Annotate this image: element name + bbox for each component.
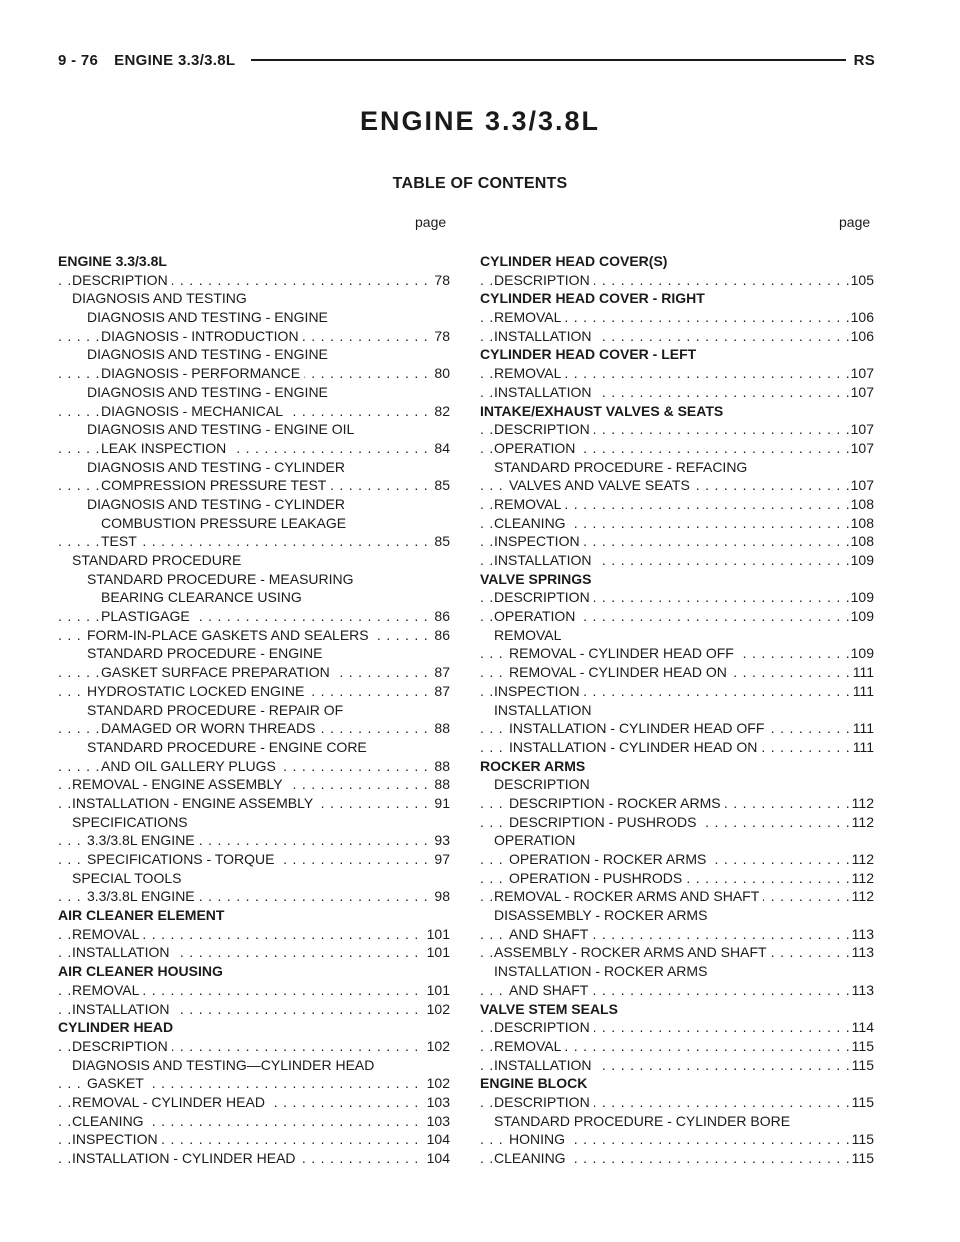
toc-entry-text: CYLINDER HEAD COVER - LEFT — [480, 346, 700, 362]
toc-entry-text: DESCRIPTION - PUSHRODS — [509, 814, 700, 830]
toc-entry-text: REMOVAL — [72, 982, 143, 998]
toc-entry-text: DIAGNOSIS - MECHANICAL — [101, 403, 287, 419]
toc-entry-page: 109 — [850, 589, 874, 606]
toc-entry-text: GASKET SURFACE PREPARATION — [101, 664, 334, 680]
toc-entry-text: REMOVAL - CYLINDER HEAD — [72, 1094, 269, 1110]
toc-entry-text: DIAGNOSIS AND TESTING - ENGINE — [87, 346, 332, 362]
toc-entry-page: 106 — [850, 327, 874, 344]
toc-entry-page: 113 — [851, 981, 874, 998]
toc-entry — [480, 701, 874, 720]
toc-entry-text: INSTALLATION — [494, 384, 596, 400]
toc-entry-text: OPERATION — [494, 440, 579, 456]
toc-entry — [58, 514, 450, 533]
toc-entry-text: DAMAGED OR WORN THREADS — [101, 720, 319, 736]
toc-entry — [58, 1093, 450, 1112]
toc-entry-text: DIAGNOSIS - INTRODUCTION — [101, 328, 303, 344]
toc-entry — [480, 402, 874, 421]
toc-entry-page: 107 — [850, 477, 874, 494]
toc-entry-text: CYLINDER HEAD COVER - RIGHT — [480, 290, 709, 306]
toc-entry-text: OPERATION - PUSHRODS — [509, 870, 686, 886]
toc-entry — [58, 887, 450, 906]
toc-entry — [480, 943, 874, 962]
toc-entry-page: 115 — [851, 1093, 874, 1110]
toc-entry — [58, 402, 450, 421]
toc-entry — [480, 850, 874, 869]
toc-entry — [58, 813, 450, 832]
toc-entry — [480, 588, 874, 607]
toc-entry — [480, 514, 874, 533]
toc-entry-text: DIAGNOSIS AND TESTING—CYLINDER HEAD — [72, 1057, 378, 1073]
toc-entry — [58, 701, 450, 720]
toc-entry-text: HYDROSTATIC LOCKED ENGINE — [87, 683, 308, 699]
toc-entry — [58, 850, 450, 869]
toc-entry — [480, 458, 874, 477]
toc-entry — [480, 345, 874, 364]
toc-entry-page: 105 — [850, 271, 874, 288]
toc-entry — [58, 420, 450, 439]
toc-entry-text: DIAGNOSIS AND TESTING - CYLINDER — [87, 496, 349, 512]
header-title: ENGINE 3.3/3.8L — [114, 51, 236, 69]
toc-entry-text: DIAGNOSIS AND TESTING - ENGINE OIL — [87, 421, 358, 437]
toc-entry — [58, 906, 450, 925]
toc-entry-text: ROCKER ARMS — [480, 758, 589, 774]
toc-entry — [58, 831, 450, 850]
toc-entry-page: 109 — [850, 645, 874, 662]
toc-entry — [480, 1149, 874, 1168]
toc-entry-text: REMOVAL — [494, 309, 565, 325]
toc-entry — [480, 420, 874, 439]
toc-entry-text: DESCRIPTION — [494, 1094, 594, 1110]
toc-entry-text: INSPECTION — [72, 1131, 162, 1147]
toc-entry-text: 3.3/3.8L ENGINE — [87, 832, 199, 848]
toc-entry-page: 113 — [851, 944, 874, 961]
toc-entry-text: DIAGNOSIS AND TESTING - CYLINDER — [87, 459, 349, 475]
toc-entry — [58, 458, 450, 477]
toc-entry — [480, 813, 874, 832]
toc-entry — [58, 869, 450, 888]
toc-entry-text: INSPECTION — [494, 683, 584, 699]
toc-entry-page: 85 — [434, 533, 450, 550]
toc-entry-text: INSPECTION — [494, 533, 584, 549]
toc-entry — [480, 794, 874, 813]
toc-entry-text: CLEANING — [494, 1150, 570, 1166]
toc-entry-text: AND OIL GALLERY PLUGS — [101, 758, 280, 774]
toc-entry-page: 107 — [850, 365, 874, 382]
toc-entry — [480, 383, 874, 402]
toc-entry-page: 112 — [851, 851, 874, 867]
left-page-label: page — [415, 214, 447, 230]
toc-entry-page: 86 — [434, 626, 450, 643]
toc-entry — [58, 738, 450, 757]
toc-entry-text: DESCRIPTION — [72, 1038, 172, 1054]
toc-entry-page: 114 — [851, 1019, 874, 1036]
toc-entry — [58, 1037, 450, 1056]
toc-entry-text: INSTALLATION — [72, 944, 174, 960]
toc-entry-text: INSTALLATION - ROCKER ARMS — [494, 963, 711, 979]
toc-entry-text: REMOVAL - CYLINDER HEAD OFF — [509, 645, 738, 661]
toc-entry — [480, 831, 874, 850]
toc-entry-text: AND SHAFT — [509, 982, 592, 998]
toc-entry — [58, 476, 450, 495]
toc-entry-page: 111 — [852, 738, 874, 755]
toc-entry — [480, 663, 874, 682]
toc-entry-text: AIR CLEANER HOUSING — [58, 963, 227, 979]
toc-entry-text: REMOVAL — [494, 627, 565, 643]
toc-entry — [480, 364, 874, 383]
toc-entry — [480, 252, 874, 271]
toc-entry-page: 112 — [851, 869, 874, 886]
toc-entry — [480, 719, 874, 738]
toc-entry-page: 87 — [434, 664, 450, 681]
right-page-label: page — [839, 214, 871, 230]
toc-entry-page: 98 — [434, 888, 450, 905]
toc-entry — [58, 1112, 450, 1131]
toc-entry-text: REMOVAL - ROCKER ARMS AND SHAFT — [494, 888, 763, 904]
toc-entry-text: STANDARD PROCEDURE — [72, 552, 245, 568]
toc-entry-page: 107 — [850, 383, 874, 400]
toc-entry-page: 88 — [434, 720, 450, 737]
toc-entry — [480, 1037, 874, 1056]
toc-entry-page: 97 — [434, 851, 450, 867]
toc-entry-text: INSTALLATION - CYLINDER HEAD — [72, 1150, 300, 1166]
toc-entry-text: INSTALLATION - ENGINE ASSEMBLY — [72, 795, 317, 811]
toc-entry — [480, 1093, 874, 1112]
toc-left-column — [58, 252, 450, 1168]
toc-entry — [480, 551, 874, 570]
toc-entry-text: DIAGNOSIS AND TESTING — [72, 290, 251, 306]
toc-entry-text: TEST — [101, 533, 141, 549]
toc-entry — [480, 906, 874, 925]
toc-entry — [58, 588, 450, 607]
toc-entry — [58, 607, 450, 626]
toc-entry — [480, 289, 874, 308]
toc-entry — [58, 663, 450, 682]
toc-entry-text: AND SHAFT — [509, 926, 592, 942]
toc-entry-text: INSTALLATION - CYLINDER HEAD ON — [509, 739, 761, 755]
toc-entry — [58, 383, 450, 402]
toc-entry — [58, 757, 450, 776]
toc-entry — [480, 644, 874, 663]
toc-entry-text: INSTALLATION — [494, 328, 596, 344]
toc-entry-text: STANDARD PROCEDURE - ENGINE CORE — [87, 739, 371, 755]
toc-entry — [480, 1130, 874, 1149]
toc-entry-page: 93 — [434, 832, 450, 849]
toc-entry-text: DESCRIPTION — [72, 272, 172, 288]
toc-entry — [58, 962, 450, 981]
toc-heading: TABLE OF CONTENTS — [392, 175, 568, 192]
toc-entry — [58, 682, 450, 701]
toc-entry — [58, 551, 450, 570]
toc-entry — [58, 345, 450, 364]
toc-entry-text: COMBUSTION PRESSURE LEAKAGE — [101, 515, 350, 531]
toc-entry-page: 111 — [852, 720, 874, 737]
toc-entry-text: DISASSEMBLY - ROCKER ARMS — [494, 907, 711, 923]
toc-entry-text: OPERATION — [494, 608, 579, 624]
toc-entry-page: 84 — [434, 439, 450, 456]
toc-entry — [480, 1112, 874, 1131]
toc-entry — [58, 794, 450, 813]
toc-entry-text: VALVE STEM SEALS — [480, 1001, 622, 1017]
toc-entry — [480, 476, 874, 495]
toc-entry-text: DESCRIPTION — [494, 1019, 594, 1035]
toc-entry-text: REMOVAL - CYLINDER HEAD ON — [509, 664, 731, 680]
toc-entry — [58, 271, 450, 290]
toc-entry-page: 108 — [850, 495, 874, 512]
toc-entry-page: 87 — [434, 682, 450, 699]
toc-entry-text: PLASTIGAGE — [101, 608, 194, 624]
toc-entry-text: FORM-IN-PLACE GASKETS AND SEALERS — [87, 627, 373, 643]
toc-entry — [58, 1056, 450, 1075]
toc-entry — [480, 308, 874, 327]
header-code: RS — [853, 51, 875, 69]
toc-entry-page: 115 — [851, 1037, 874, 1054]
toc-entry-text: STANDARD PROCEDURE - CYLINDER BORE — [494, 1113, 794, 1129]
toc-entry-text: DESCRIPTION - ROCKER ARMS — [509, 795, 725, 811]
toc-entry — [480, 738, 874, 757]
toc-entry — [480, 1056, 874, 1075]
toc-entry-page: 108 — [850, 514, 874, 531]
page-header — [58, 49, 875, 71]
toc-entry-page: 86 — [434, 608, 450, 625]
toc-entry-text: ENGINE 3.3/3.8L — [58, 253, 171, 269]
toc-entry-page: 103 — [426, 1093, 450, 1110]
toc-entry-text: SPECIFICATIONS — [72, 814, 192, 830]
toc-entry — [480, 925, 874, 944]
toc-entry-text: REMOVAL — [494, 365, 565, 381]
toc-entry-page: 115 — [851, 1150, 874, 1166]
toc-entry-page: 101 — [426, 981, 450, 998]
toc-entry — [480, 439, 874, 458]
toc-entry-text: STANDARD PROCEDURE - MEASURING — [87, 571, 358, 587]
toc-entry — [58, 925, 450, 944]
toc-entry — [58, 327, 450, 346]
toc-entry-text: STANDARD PROCEDURE - REFACING — [494, 459, 751, 475]
toc-entry-page: 82 — [434, 402, 450, 419]
toc-entry-text: SPECIAL TOOLS — [72, 870, 185, 886]
toc-entry-text: STANDARD PROCEDURE - ENGINE — [87, 645, 326, 661]
toc-entry-text: REMOVAL — [494, 496, 565, 512]
toc-entry-text: REMOVAL - ENGINE ASSEMBLY — [72, 776, 287, 792]
toc-entry — [480, 962, 874, 981]
toc-entry-text: INSTALLATION — [494, 1057, 596, 1073]
toc-entry-text: INSTALLATION — [72, 1001, 174, 1017]
toc-entry — [480, 757, 874, 776]
toc-entry-page: 112 — [851, 794, 874, 811]
toc-entry-text: REMOVAL — [72, 926, 143, 942]
toc-entry-page: 78 — [434, 327, 450, 344]
toc-entry-text: DIAGNOSIS AND TESTING - ENGINE — [87, 384, 332, 400]
toc-entry — [58, 289, 450, 308]
toc-entry — [58, 570, 450, 589]
toc-entry-page: 115 — [851, 1131, 874, 1148]
toc-entry-text: SPECIFICATIONS - TORQUE — [87, 851, 278, 867]
toc-entry — [58, 719, 450, 738]
toc-entry-page: 103 — [426, 1112, 450, 1129]
toc-entry — [58, 1000, 450, 1019]
toc-entry-page: 115 — [851, 1056, 874, 1073]
toc-entry — [58, 775, 450, 794]
toc-entry-text: INSTALLATION — [494, 552, 596, 568]
toc-entry — [58, 364, 450, 383]
toc-entry — [480, 607, 874, 626]
toc-entry — [58, 1018, 450, 1037]
toc-entry-text: COMPRESSION PRESSURE TEST — [101, 477, 330, 493]
toc-entry-text: DESCRIPTION — [494, 776, 594, 792]
toc-entry-text: STANDARD PROCEDURE - REPAIR OF — [87, 702, 347, 718]
toc-entry-text: INSTALLATION - CYLINDER HEAD OFF — [509, 720, 768, 736]
toc-entry-page: 104 — [426, 1131, 450, 1148]
toc-entry — [480, 1000, 874, 1019]
toc-entry-page: 107 — [850, 439, 874, 456]
toc-entry-page: 78 — [434, 271, 450, 288]
toc-entry-page: 91 — [434, 794, 450, 811]
toc-entry-text: ENGINE BLOCK — [480, 1075, 591, 1091]
toc-entry-page: 111 — [852, 682, 874, 699]
toc-entry-text: INSTALLATION — [494, 702, 596, 718]
toc-entry — [58, 532, 450, 551]
toc-entry-text: REMOVAL — [494, 1038, 565, 1054]
toc-entry — [58, 252, 450, 271]
toc-entry-text: CYLINDER HEAD — [58, 1019, 177, 1035]
toc-entry-text: LEAK INSPECTION — [101, 440, 230, 456]
toc-entry-text: 3.3/3.8L ENGINE — [87, 888, 199, 904]
toc-entry-page: 88 — [434, 757, 450, 774]
toc-entry-text: DIAGNOSIS AND TESTING - ENGINE — [87, 309, 332, 325]
toc-entry — [480, 532, 874, 551]
toc-entry-page: 106 — [850, 309, 874, 326]
toc-entry-text: HONING — [509, 1131, 569, 1147]
toc-entry-page: 80 — [434, 365, 450, 382]
toc-entry — [58, 308, 450, 327]
toc-entry — [480, 869, 874, 888]
toc-entry-text: OPERATION - ROCKER ARMS — [509, 851, 710, 867]
toc-entry-text: CYLINDER HEAD COVER(S) — [480, 253, 671, 269]
toc-entry — [58, 1130, 450, 1149]
toc-entry-text: VALVES AND VALVE SEATS — [509, 477, 694, 493]
toc-entry-page: 101 — [426, 925, 450, 942]
toc-entry-text: GASKET — [87, 1075, 148, 1091]
toc-entry-page: 101 — [426, 944, 450, 961]
toc-entry-page: 102 — [426, 1037, 450, 1054]
toc-entry-page: 102 — [426, 1075, 450, 1092]
toc-entry — [480, 682, 874, 701]
toc-entry-text: AIR CLEANER ELEMENT — [58, 907, 228, 923]
toc-entry-page: 109 — [850, 552, 874, 568]
toc-entry-page: 109 — [850, 608, 874, 625]
toc-entry-text: CLEANING — [72, 1113, 148, 1129]
toc-entry — [480, 887, 874, 906]
toc-entry — [480, 495, 874, 514]
toc-entry-page: 85 — [434, 477, 450, 494]
toc-entry — [58, 495, 450, 514]
toc-entry — [58, 943, 450, 962]
toc-entry-page: 107 — [850, 421, 874, 438]
toc-entry — [480, 1074, 874, 1093]
toc-entry-text: DESCRIPTION — [494, 421, 594, 437]
toc-entry — [58, 1149, 450, 1168]
toc-entry — [480, 1018, 874, 1037]
toc-entry-page: 108 — [850, 533, 874, 550]
toc-entry — [58, 644, 450, 663]
header-rule — [251, 59, 845, 61]
toc-entry-text: INTAKE/EXHAUST VALVES & SEATS — [480, 403, 727, 419]
toc-entry — [58, 981, 450, 1000]
toc-entry — [480, 570, 874, 589]
toc-entry — [480, 271, 874, 290]
toc-entry-text: DIAGNOSIS - PERFORMANCE — [101, 365, 304, 381]
toc-entry-page: 104 — [426, 1150, 450, 1166]
toc-right-column — [480, 252, 874, 1168]
toc-entry-page: 88 — [434, 776, 450, 793]
toc-entry — [480, 626, 874, 645]
toc-entry-page: 112 — [851, 813, 874, 830]
toc-entry — [480, 327, 874, 346]
page-number: 9 - 76 — [58, 51, 99, 69]
toc-entry — [58, 439, 450, 458]
document-title: ENGINE 3.3/3.8L — [359, 106, 601, 136]
toc-entry-page: 102 — [426, 1000, 450, 1017]
toc-entry-text: DESCRIPTION — [494, 589, 594, 605]
toc-entry — [480, 981, 874, 1000]
toc-entry — [58, 626, 450, 645]
toc-entry-page: 111 — [852, 664, 874, 681]
toc-entry-text: ASSEMBLY - ROCKER ARMS AND SHAFT — [494, 944, 771, 960]
toc-entry-text: VALVE SPRINGS — [480, 571, 596, 587]
toc-entry — [58, 1074, 450, 1093]
toc-entry-text: OPERATION — [494, 832, 579, 848]
toc-entry-text: BEARING CLEARANCE USING — [101, 589, 306, 605]
toc-entry — [480, 775, 874, 794]
toc-entry-text: DESCRIPTION — [494, 272, 594, 288]
toc-entry-page: 112 — [851, 888, 874, 905]
toc-entry-text: CLEANING — [494, 515, 570, 531]
toc-entry-page: 113 — [851, 925, 874, 942]
